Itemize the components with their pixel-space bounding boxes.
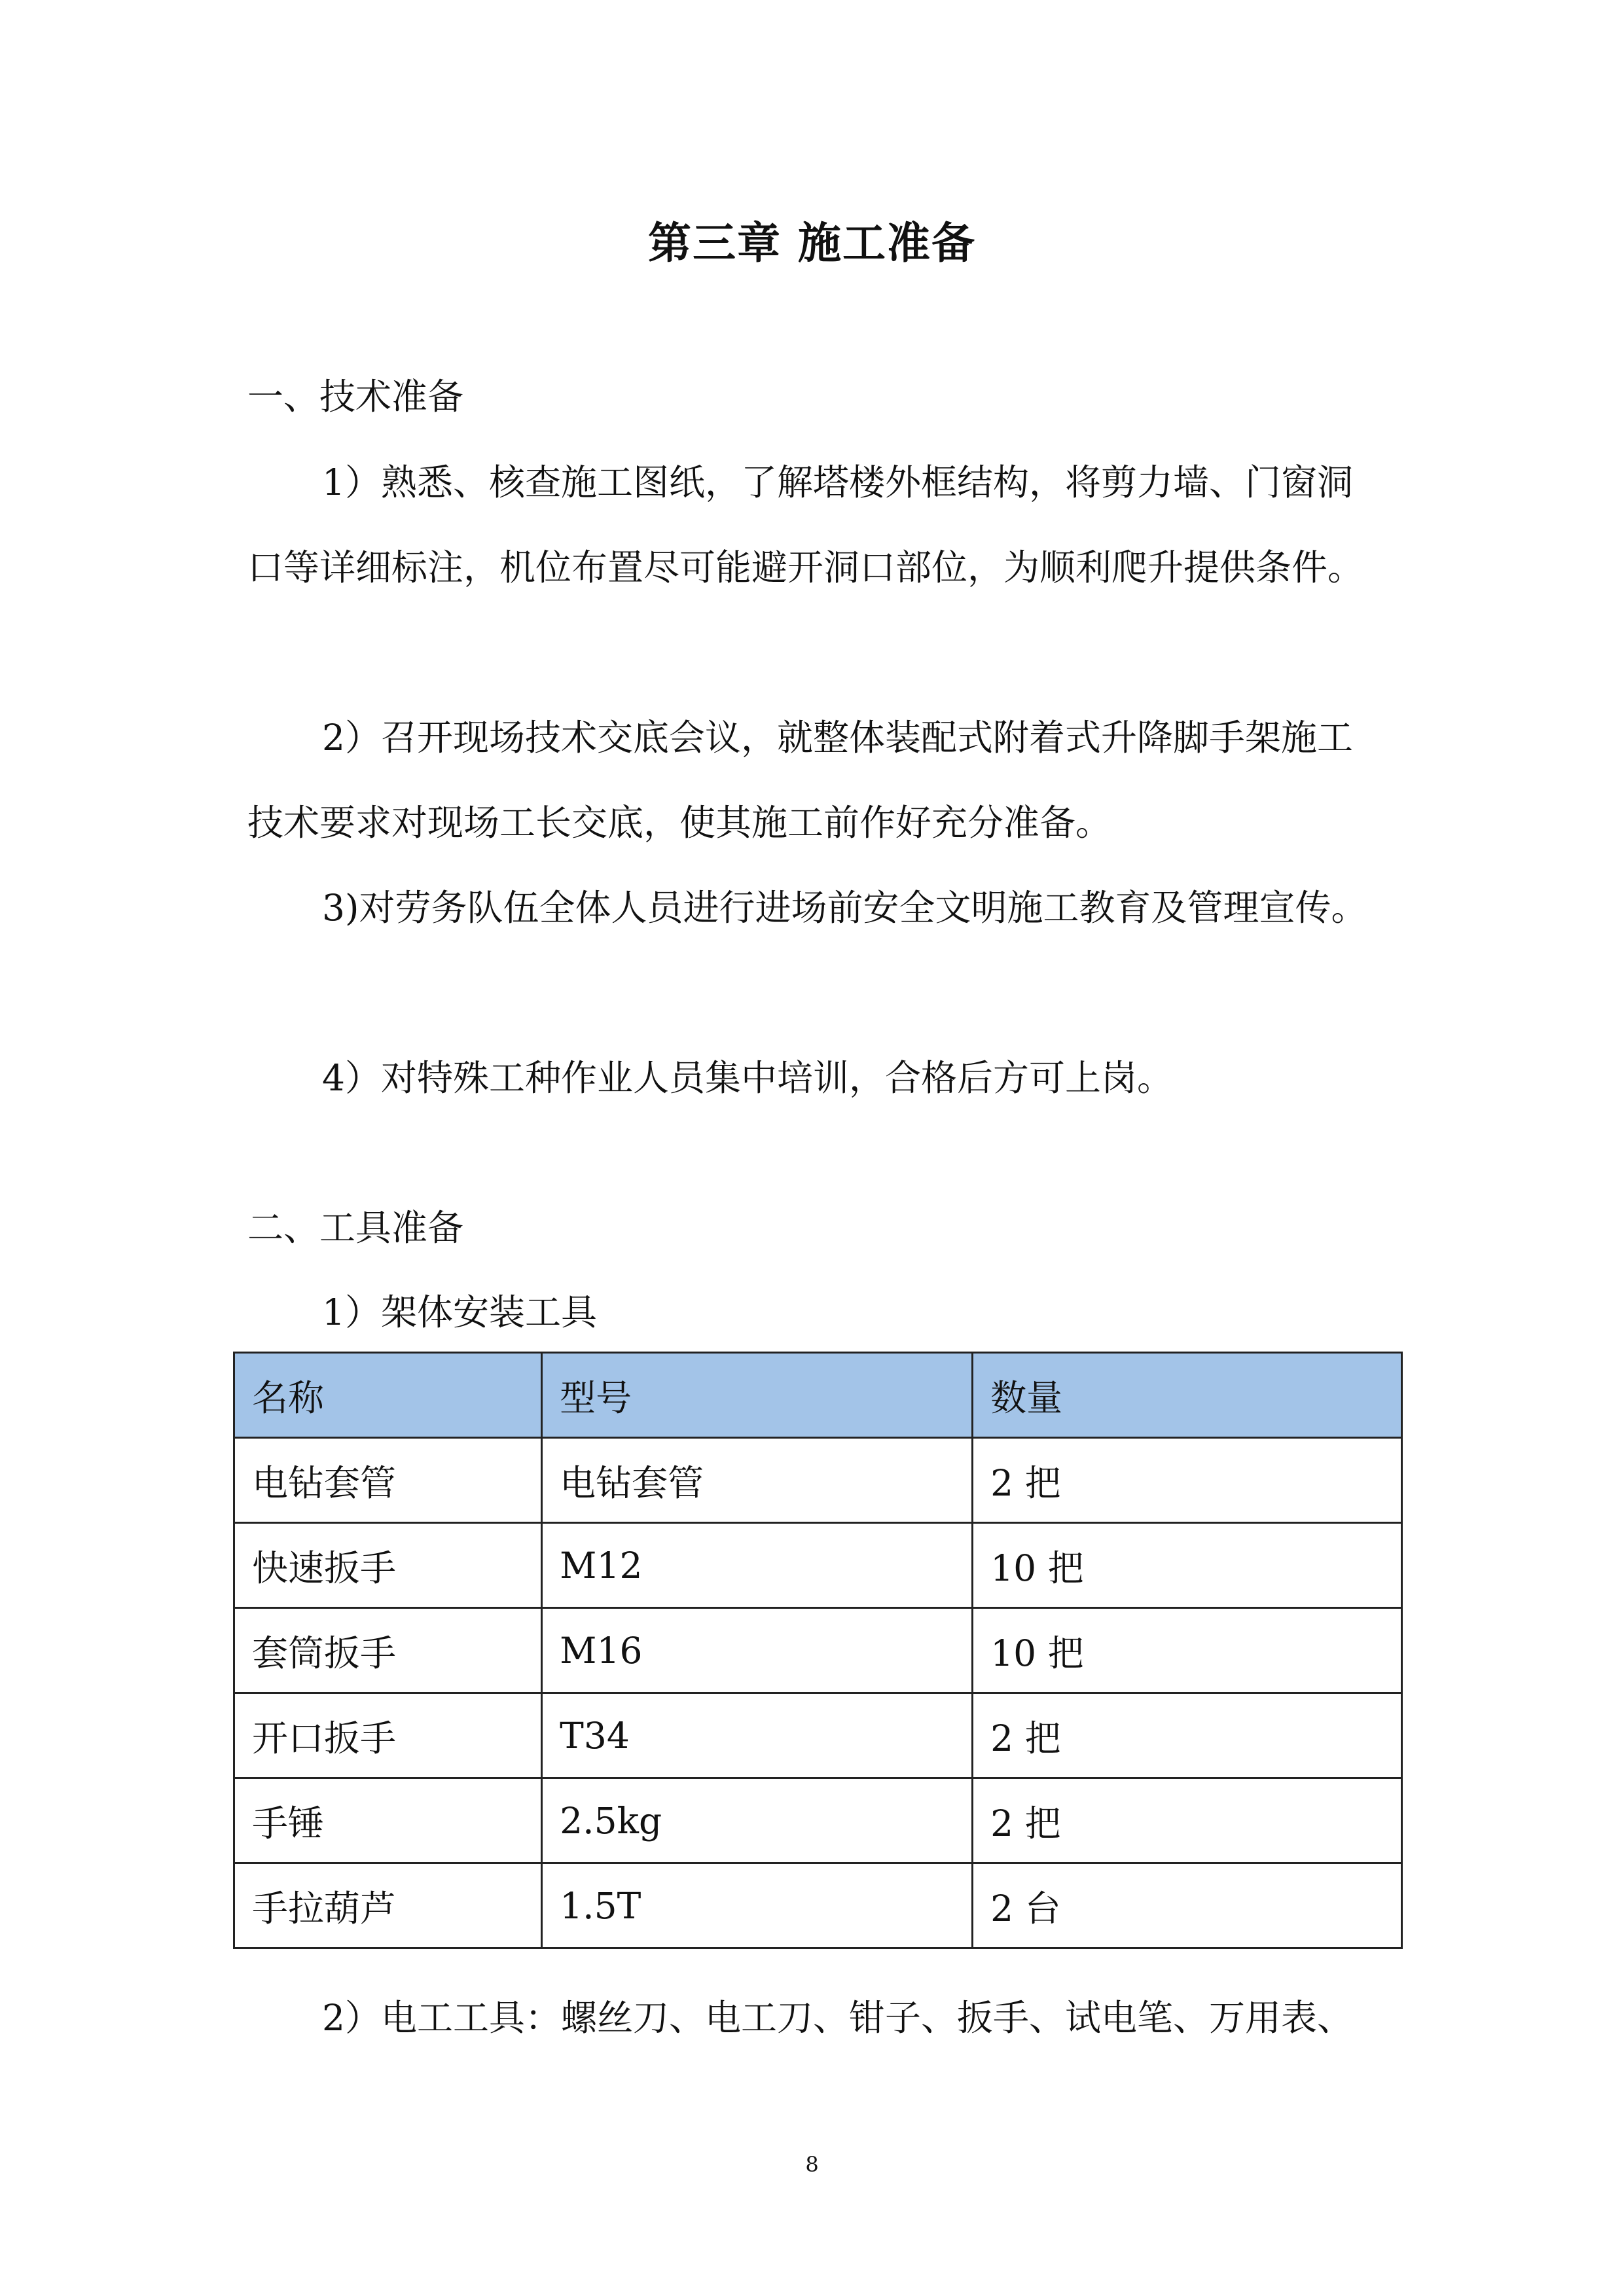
cell-quantity: 2 把 [973,1438,1402,1523]
table-row [234,1863,1402,1948]
chapter-title: 第三章 施工准备 [648,218,976,268]
cell-name: 手锤 [234,1778,542,1863]
table-row [234,1438,1402,1523]
cell-name: 手拉葫芦 [234,1863,542,1948]
table-header-row [234,1353,1402,1438]
cell-quantity: 2 台 [973,1863,1402,1948]
technical-paragraph-3: 3)对劳务队伍全体人员进行进场前安全文明施工教育及管理宣传。 [322,887,1367,929]
cell-model: M12 [542,1523,973,1608]
cell-quantity: 10 把 [973,1523,1402,1608]
header-name: 名称 [234,1353,542,1438]
technical-paragraph-2: 2）召开现场技术交底会议，就整体装配式附着式升降脚手架施工技术要求对现场工长交底，使其施工前作好充分准备。 [247,717,1353,844]
cell-model: 2.5kg [542,1778,973,1863]
cell-model: T34 [542,1693,973,1778]
cell-quantity: 2 把 [973,1693,1402,1778]
cell-name: 快速扳手 [234,1523,542,1608]
page-number: 8 [805,2152,819,2177]
header-model: 型号 [542,1353,973,1438]
technical-paragraph-1: 1）熟悉、核查施工图纸，了解塔楼外框结构，将剪力墙、门窗洞口等详细标注，机位布置尽可能避开洞口部位，为顺利爬升提供条件。 [247,461,1364,588]
tools-subheading-electrical: 2）电工工具：螺丝刀、电工刀、钳子、扳手、试电笔、万用表、 [322,1997,1353,2039]
cell-name: 套筒扳手 [234,1608,542,1693]
cell-name: 电钻套管 [234,1438,542,1523]
table-row [234,1608,1402,1693]
cell-model: 1.5T [542,1863,973,1948]
cell-model: 电钻套管 [542,1438,973,1523]
cell-model: M16 [542,1608,973,1693]
table-row [234,1693,1402,1778]
cell-quantity: 10 把 [973,1608,1402,1693]
install-tools-table [233,1352,1403,1949]
cell-name: 开口扳手 [234,1693,542,1778]
header-quantity: 数量 [973,1353,1402,1438]
table-row [234,1778,1402,1863]
tools-subheading-install: 1）架体安装工具 [322,1291,597,1333]
section-heading-tools: 二、工具准备 [247,1207,464,1249]
section-heading-technical: 一、技术准备 [247,376,464,418]
cell-quantity: 2 把 [973,1778,1402,1863]
technical-paragraph-4: 4）对特殊工种作业人员集中培训，合格后方可上岗。 [322,1057,1173,1099]
table-row [234,1523,1402,1608]
